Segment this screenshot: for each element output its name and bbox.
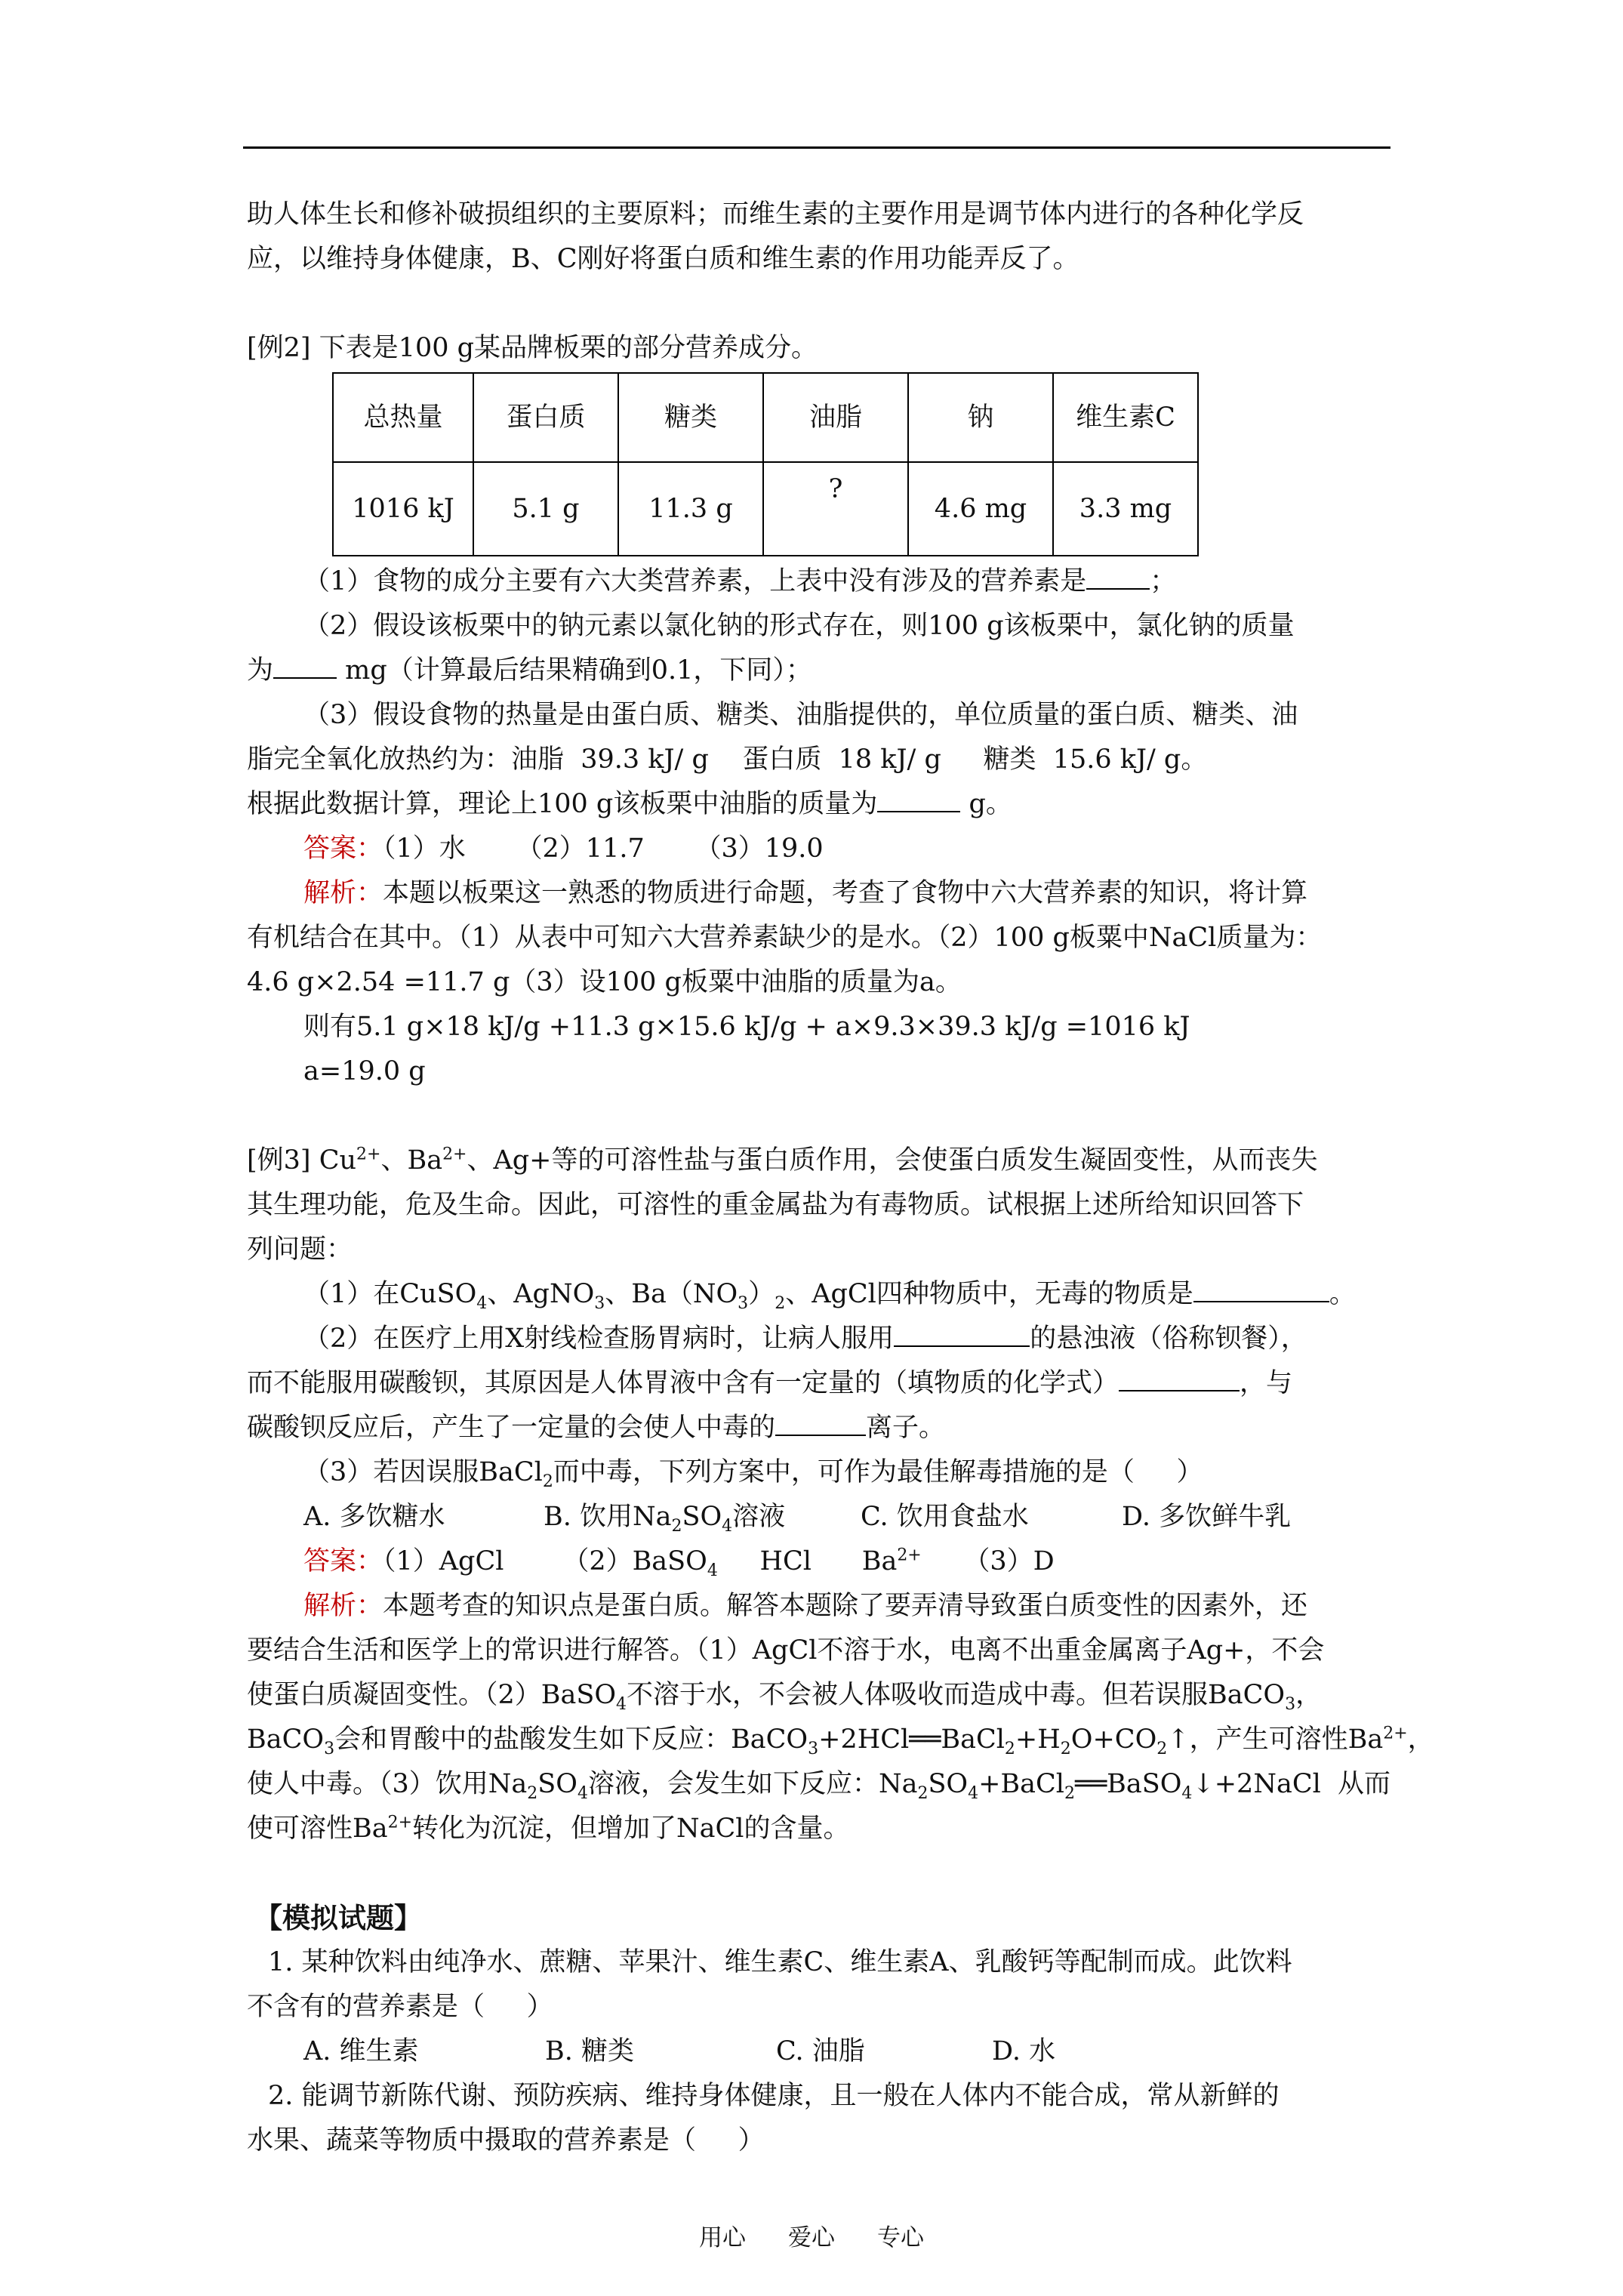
table-header-cell: 油脂	[763, 373, 908, 462]
answer-label: 答案：	[303, 1546, 383, 1576]
analysis-line: 使蛋白质凝固变性。（2）BaSO$_4$不溶于水，不会被人体吸收而造成中毒。但若误服BaCO$_3$，	[247, 1680, 1323, 1714]
question-line: 而不能服用碳酸钡，其原因是人体胃液中含有一定量的（填物质的化学式） ，与	[247, 1361, 1390, 1406]
option-b: B. 糖类	[545, 2036, 634, 2066]
page-footer	[0, 2218, 1623, 2252]
answer-blank[interactable]	[775, 1407, 866, 1436]
option-d: D. 多饮鲜牛乳	[1122, 1502, 1292, 1532]
option-c: C. 油脂	[776, 2036, 865, 2066]
answer-label: 答案：	[303, 834, 383, 864]
answer-blank[interactable]	[273, 650, 337, 679]
footer-text: 用心	[699, 2224, 746, 2251]
table-cell: 5.1 g	[473, 462, 618, 556]
analysis-label: 解析：	[303, 878, 383, 908]
option-a: A. 维生素	[303, 2036, 419, 2066]
answer-blank[interactable]	[1086, 561, 1150, 590]
analysis-line: 解析：本题考查的知识点是蛋白质。解答本题除了要弄清导致蛋白质变性的因素外，还	[303, 1591, 1308, 1621]
footer-text: 专心	[877, 2224, 924, 2251]
table-cell: ?	[763, 462, 908, 556]
question-line: （1）食物的成分主要有六大类营养素，上表中没有涉及的营养素是 ；	[247, 559, 1390, 604]
answer-blank[interactable]	[1119, 1363, 1240, 1391]
analysis-line: 解析：本题以板栗这一熟悉的物质进行命题，考查了食物中六大营养素的知识，将计算	[303, 878, 1308, 908]
question-line: 水果、蔬菜等物质中摄取的营养素是（ ）	[247, 2125, 765, 2156]
question-line: （3）假设食物的热量是由蛋白质、糖类、油脂提供的，单位质量的蛋白质、糖类、油	[303, 700, 1298, 730]
example3-line: 列问题：	[247, 1234, 353, 1265]
nutrition-table	[332, 372, 1199, 556]
intro-line: 助人体生长和修补破损组织的主要原料；而维生素的主要作用是调节体内进行的各种化学反	[247, 199, 1304, 230]
answer-line: 答案：（1）水 （2）11.7 （3）19.0	[303, 834, 824, 864]
question-line: 为 mg（计算最后结果精确到0.1，下同）；	[247, 649, 1390, 693]
question-line: 2. 能调节新陈代谢、预防疾病、维持身体健康，且一般在人体内不能合成，常从新鲜的	[268, 2081, 1280, 2111]
answer-blank[interactable]	[894, 1318, 1030, 1347]
example3-title: [例3] $Cu^{2+}$、$Ba^{2+}$、Ag+等的可溶性盐与蛋白质作用，会使蛋白质发生凝固变性，从而丧失	[247, 1145, 1318, 1176]
answer-blank[interactable]	[1193, 1274, 1329, 1302]
question-line: 根据此数据计算，理论上100 g该板栗中油脂的质量为 g。	[247, 782, 1390, 827]
question-line: 脂完全氧化放热约为：油脂 39.3 kJ/ g 蛋白质 18 kJ/ g 糖类 15.6 kJ/ g。	[247, 744, 1208, 775]
question-line: （3）若因误服BaCl$_2$而中毒，下列方案中，可作为最佳解毒措施的是（ ）	[303, 1457, 1203, 1491]
example3-line: 其生理功能，危及生命。因此，可溶性的重金属盐为有毒物质。试根据上述所给知识回答下	[247, 1190, 1304, 1220]
question-line: （2）假设该板栗中的钠元素以氯化钠的形式存在，则100 g该板栗中，氯化钠的质量	[303, 611, 1295, 641]
document-body	[247, 193, 1434, 2163]
section-heading: 【模拟试题】	[254, 1901, 422, 1934]
table-header-cell: 钠	[908, 373, 1053, 462]
option-d: D. 水	[992, 2036, 1056, 2066]
options-line	[247, 1495, 1390, 1539]
example2-title: [例2] 下表是100 g某品牌板栗的部分营养成分。	[247, 333, 818, 363]
option-a: A. 多饮糖水	[303, 1502, 445, 1532]
table-cell: 1016 kJ	[333, 462, 473, 556]
analysis-line: a=19.0 g	[303, 1056, 426, 1086]
analysis-line: 使人中毒。（3）饮用$Na_2SO_4$溶液，会发生如下反应：$Na_2SO_4+BaCl_2══BaSO_4↓+2NaCl$ 从而	[247, 1769, 1391, 1803]
table-header-cell: 糖类	[618, 373, 763, 462]
option-c: C. 饮用食盐水	[861, 1502, 1029, 1532]
table-cell: 3.3 mg	[1053, 462, 1198, 556]
analysis-label: 解析：	[303, 1591, 383, 1621]
question-line: 碳酸钡反应后，产生了一定量的会使人中毒的 离子。	[247, 1406, 1390, 1450]
question-line: （2）在医疗上用X射线检查肠胃病时，让病人服用 的悬浊液（俗称钡餐），	[247, 1317, 1390, 1361]
table-cell: 11.3 g	[618, 462, 763, 556]
table-header-cell: 蛋白质	[473, 373, 618, 462]
answer-line: 答案：（1）AgCl （2）BaSO$_4$ HCl $Ba^{2+}$ （3）D	[303, 1546, 1055, 1580]
question-line: （1）在CuSO$_4$、AgNO$_3$、$Ba(NO_3)_2$、AgCl四种物质中，无毒的物质是 。	[247, 1272, 1390, 1317]
table-cell: 4.6 mg	[908, 462, 1053, 556]
table-row	[333, 462, 1198, 556]
analysis-line: 要结合生活和医学上的常识进行解答。（1）AgCl不溶于水，电离不出重金属离子Ag+，不会	[247, 1635, 1325, 1666]
header-rule	[243, 146, 1390, 149]
intro-line: 应，以维持身体健康，B、C刚好将蛋白质和维生素的作用功能弄反了。	[247, 244, 1079, 274]
options-line	[247, 2029, 1390, 2074]
analysis-line: 则有5.1 g×18 kJ/g +11.3 g×15.6 kJ/g + a×9.3×39.3 kJ/g =1016 kJ	[303, 1012, 1190, 1042]
table-header-row	[333, 373, 1198, 462]
question-line: 1. 某种饮料由纯净水、蔗糖、苹果汁、维生素C、维生素A、乳酸钙等配制而成。此饮料	[268, 1947, 1292, 1977]
table-header-cell: 总热量	[333, 373, 473, 462]
question-line: 不含有的营养素是（ ）	[247, 1992, 553, 2022]
analysis-line: 有机结合在其中。（1）从表中可知六大营养素缺少的是水。（2）100 g板粟中NaCl质量为：	[247, 923, 1323, 953]
analysis-line: 使可溶性$Ba^{2+}$转化为沉淀，但增加了NaCl的含量。	[247, 1813, 850, 1844]
answer-blank[interactable]	[877, 784, 960, 812]
analysis-line: BaCO$_3$会和胃酸中的盐酸发生如下反应：$BaCO_3+2HCl══BaCl_2+H_2O+CO_2↑$，产生可溶性$Ba^{2+}$，	[247, 1724, 1434, 1758]
table-header-cell: 维生素C	[1053, 373, 1198, 462]
footer-text: 爱心	[788, 2224, 835, 2251]
option-b: B. 饮用$Na_2SO_4$溶液	[544, 1502, 786, 1536]
analysis-line: 4.6 g×2.54 =11.7 g（3）设100 g板粟中油脂的质量为a。	[247, 967, 962, 997]
